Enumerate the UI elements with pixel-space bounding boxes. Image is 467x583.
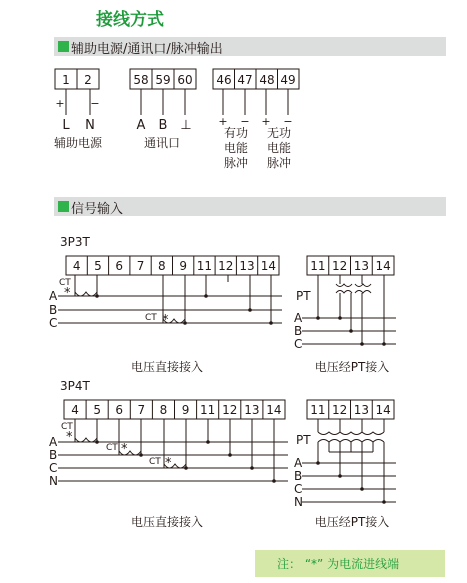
terminal-label: 48 (259, 73, 275, 87)
terminal-label: 11 (310, 403, 326, 417)
star-mark: * (66, 430, 73, 445)
comm-caption: 通讯口 (143, 136, 181, 150)
terminal-label: 11 (310, 259, 326, 273)
terminal-group-3p4t (71, 400, 281, 419)
terminal-label: 1 (62, 73, 70, 87)
pulse-active-label: 有功 (223, 126, 249, 140)
terminal-label: 4 (71, 403, 79, 417)
terminal-label: 47 (237, 73, 253, 87)
note-box (255, 550, 445, 577)
polarity-sign: + (55, 97, 65, 110)
pt-label: PT (296, 289, 311, 303)
caption-direct-3p4t: 电压直接接入 (130, 515, 204, 529)
ct-label: CT (61, 422, 73, 432)
line-label: A (294, 311, 303, 325)
polarity-sign: + (218, 115, 228, 128)
terminal-label: 4 (72, 259, 81, 273)
section-title-wiring: 辅助电源/通讯口/脉冲输出 (71, 42, 223, 57)
terminal-label: 5 (93, 403, 101, 417)
line-label: L (62, 118, 70, 133)
caption-pt-3p4t: 电压经PT接入 (314, 515, 390, 529)
polarity-sign: − (90, 97, 100, 110)
pt-terminal-group-3p3t (310, 256, 391, 275)
terminal-label: 7 (137, 403, 146, 417)
terminal-label: 7 (136, 259, 145, 273)
pt-terminal-group-3p4t (310, 400, 391, 419)
terminal-label: 12 (331, 403, 348, 417)
ct-label: CT (145, 313, 157, 323)
line-label: B (294, 324, 303, 338)
line-label: N (85, 118, 95, 133)
diagram-label-3p3t: 3P3T (60, 235, 90, 249)
ct-label: CT (149, 457, 161, 467)
terminal-label: 11 (196, 259, 213, 273)
line-label: C (49, 461, 58, 475)
line-label: A (49, 289, 58, 303)
page-title: 接线方式 (96, 10, 164, 30)
line-label: ⊥ (180, 118, 192, 133)
note-text: 注： “*” 为电流进线端 (277, 557, 400, 571)
terminal-label: 9 (181, 403, 190, 417)
line-label: B (49, 303, 58, 317)
terminal-label: 12 (331, 259, 348, 273)
pulse-reactive-label: 电能 (266, 141, 292, 155)
line-label: C (294, 337, 303, 351)
pulse-active-label: 脉冲 (223, 156, 249, 170)
terminal-label: 12 (218, 259, 234, 273)
terminal-label: 14 (375, 403, 391, 417)
terminal-label: 12 (222, 403, 238, 417)
terminal-label: 13 (353, 403, 370, 417)
pulse-active-label: 电能 (223, 141, 249, 155)
polarity-sign: − (283, 115, 293, 128)
diagram-label-3p4t: 3P4T (60, 379, 90, 393)
line-label: N (49, 474, 58, 488)
line-label: C (294, 482, 303, 496)
star-mark: * (162, 313, 169, 328)
terminal-label: 49 (280, 73, 296, 87)
line-label: B (49, 448, 58, 462)
terminal-label: 8 (159, 403, 168, 417)
line-label: B (294, 469, 303, 483)
ct-label: CT (106, 443, 118, 453)
star-mark: * (64, 286, 71, 301)
caption-pt-3p3t: 电压经PT接入 (314, 360, 390, 374)
polarity-sign: − (240, 115, 250, 128)
terminal-label: 6 (115, 403, 124, 417)
terminal-label: 60 (177, 73, 193, 87)
terminal-label: 59 (155, 73, 171, 87)
terminal-label: 46 (216, 73, 232, 87)
line-label: A (294, 456, 303, 470)
pt-label: PT (296, 433, 311, 447)
caption-direct-3p3t: 电压直接接入 (130, 360, 204, 374)
terminal-label: 2 (84, 73, 92, 87)
section-title-signal: 信号输入 (71, 202, 124, 217)
pulse-reactive-label: 无功 (266, 126, 292, 140)
terminal-label: 14 (260, 259, 276, 273)
terminal-label: 11 (200, 403, 216, 417)
terminal-label: 9 (179, 259, 187, 273)
terminal-group-3p3t (73, 256, 276, 275)
star-mark: * (165, 456, 172, 471)
terminal-label: 14 (375, 259, 391, 273)
star-mark: * (121, 442, 128, 457)
line-label: C (49, 316, 58, 330)
power-caption: 辅助电源 (53, 136, 103, 150)
line-label: B (158, 118, 168, 133)
terminal-label: 6 (115, 259, 124, 273)
line-label: N (294, 495, 303, 509)
line-label: A (136, 118, 146, 133)
line-label: A (49, 435, 58, 449)
terminal-label: 13 (239, 259, 255, 273)
terminal-label: 5 (94, 259, 102, 273)
ct-label: CT (59, 278, 71, 288)
terminal-label: 14 (266, 403, 282, 417)
terminal-label: 58 (133, 73, 149, 87)
terminal-label: 8 (158, 259, 166, 273)
pulse-reactive-label: 脉冲 (266, 156, 292, 170)
terminal-label: 13 (353, 259, 370, 273)
terminal-label: 13 (244, 403, 260, 417)
polarity-sign: + (261, 115, 271, 128)
